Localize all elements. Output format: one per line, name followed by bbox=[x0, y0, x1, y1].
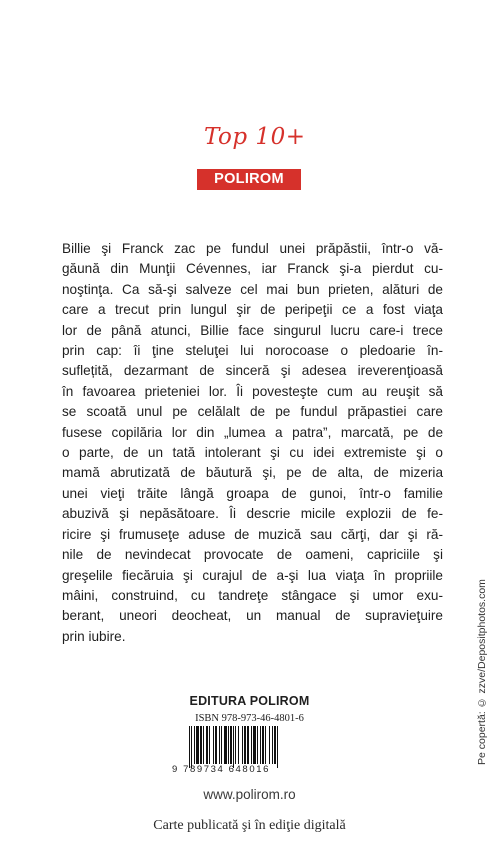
barcode-bar bbox=[194, 726, 195, 764]
blurb-line: lor de până atunci, Billie face singurul lucru care-i trece bbox=[62, 322, 443, 338]
barcode-bar bbox=[272, 726, 273, 764]
isbn-number: ISBN 978-973-46-4801-6 bbox=[195, 713, 304, 724]
blurb-line: abuzivă şi nepăsătoare. Îi descrie micile explozii de fe- bbox=[62, 506, 443, 522]
barcode-bar bbox=[251, 726, 252, 764]
barcode-bar bbox=[213, 726, 214, 764]
barcode-bar bbox=[224, 726, 227, 764]
series-logo-top10: Top 10+ bbox=[204, 124, 306, 150]
blurb-line: Billie şi Franck zac pe fundul unei prăpăstii, într-o vă- bbox=[62, 241, 443, 256]
blurb-line: berant, uneori deocheat, un manual de supravieţuire bbox=[62, 608, 443, 624]
barcode-bar bbox=[277, 726, 278, 768]
blurb-line: găună din Munţii Cévennes, iar Franck şi-a pierdut cu- bbox=[62, 261, 443, 277]
barcode-bar bbox=[189, 726, 190, 768]
barcode-bar bbox=[253, 726, 256, 764]
isbn-barcode bbox=[187, 726, 315, 768]
blurb-line: mamă abrutizată de băutură şi, pe de alta, de mizeria bbox=[62, 465, 443, 481]
blurb-line: mâini, construind, cu tandreţe stângace şi umor exu- bbox=[62, 587, 443, 603]
digital-edition-note: Carte publicată şi în ediţie digitală bbox=[153, 818, 346, 833]
barcode-bar bbox=[228, 726, 229, 764]
blurb-line: noştinţa. Ca să-şi salveze cel mai bun prieten, alături de bbox=[62, 281, 443, 297]
blurb-line: se scoată unul pe celălalt de pe fundul prăpastiei care bbox=[62, 404, 443, 420]
barcode-bar bbox=[200, 726, 202, 764]
barcode-bar bbox=[260, 726, 261, 764]
barcode-bar bbox=[191, 726, 192, 768]
blurb-line: în favoarea prieteniei lor. Îi povesteşte cum au reuşit să bbox=[62, 383, 443, 399]
barcode-bar bbox=[233, 726, 234, 768]
barcode-bar bbox=[244, 726, 246, 764]
blurb-line: unei vieţi trăite lângă groapa de gunoi, într-o familie bbox=[62, 485, 443, 501]
publisher-name: EDITURA POLIROM bbox=[189, 694, 310, 708]
barcode-bar bbox=[221, 726, 222, 764]
barcode-bar bbox=[235, 726, 236, 764]
barcode-bar bbox=[247, 726, 249, 764]
barcode-bar bbox=[209, 726, 210, 764]
blurb-line: care a trecut prin lungul şir de peripeţii ce a fost viaţa bbox=[62, 302, 443, 318]
barcode-bar bbox=[203, 726, 204, 764]
barcode-bar bbox=[262, 726, 264, 764]
blurb-line: nile de nevindecat provocate de oameni, capriciile şi bbox=[62, 547, 443, 563]
barcode-bar bbox=[242, 726, 243, 764]
barcode-bar bbox=[230, 726, 232, 764]
blurb-line: fusese copilăria lor din „lumea a patra”, marcată, pe de bbox=[62, 424, 443, 440]
cover-photo-credit: Pe copertă: © zzve/Depositphotos.com bbox=[476, 579, 488, 765]
barcode-bar bbox=[219, 726, 220, 764]
blurb-line: greşelile fiecăruia şi curajul de a-şi lua viaţa în propriile bbox=[62, 567, 443, 583]
blurb-line: o parte, de un tată intolerant şi cu idei extremiste şi o bbox=[62, 445, 443, 461]
barcode-bar bbox=[215, 726, 217, 764]
barcode-bar bbox=[196, 726, 199, 764]
barcode-bar bbox=[265, 726, 266, 764]
polirom-brand-label: POLIROM bbox=[197, 169, 301, 190]
barcode-bar bbox=[238, 726, 239, 764]
blurb-line: prin cap: îi ţine steluţei lui norocoase o pledoarie în- bbox=[62, 343, 443, 359]
back-cover-blurb bbox=[62, 239, 443, 647]
barcode-digits: 9 789734 648016 bbox=[172, 764, 270, 775]
barcode-bar bbox=[274, 726, 276, 764]
barcode-bar bbox=[257, 726, 258, 764]
blurb-line: ricire şi frumuseţe aduse de muzică sau cărţi, dar şi ră- bbox=[62, 526, 443, 542]
blurb-line: prin iubire. bbox=[62, 628, 126, 644]
barcode-bar bbox=[269, 726, 270, 764]
barcode-bar bbox=[206, 726, 208, 764]
publisher-website: www.polirom.ro bbox=[203, 787, 296, 802]
blurb-line: suflețită, dezarmant de sinceră şi adesea ireverenţioasă bbox=[62, 363, 443, 379]
